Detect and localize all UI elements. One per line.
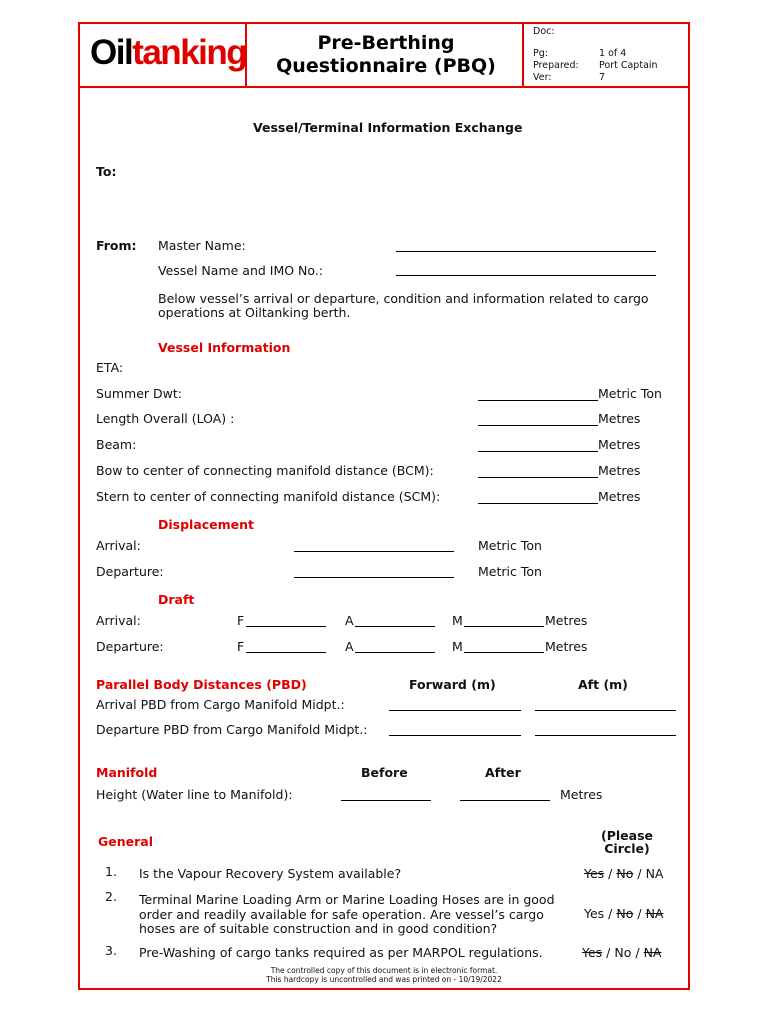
vessel-row-label: Beam:	[96, 437, 137, 452]
manifold-before-field[interactable]	[341, 800, 431, 801]
question-number: 2.	[105, 889, 117, 904]
prepared-value: Port Captain	[599, 60, 658, 71]
draft-departure-m-field[interactable]	[464, 652, 544, 653]
draft-a-label: A	[345, 613, 354, 628]
pbd-aft-header: Aft (m)	[578, 677, 628, 692]
displacement-title: Displacement	[158, 517, 255, 532]
vessel-row-unit: Metres	[598, 489, 641, 504]
draft-arrival-m-field[interactable]	[464, 626, 544, 627]
vessel-row-field[interactable]	[478, 400, 598, 401]
pbd-arrival-label: Arrival PBD from Cargo Manifold Midpt.:	[96, 697, 345, 712]
vessel-row-field[interactable]	[478, 477, 598, 478]
vessel-row-unit: Metric Ton	[598, 386, 662, 401]
manifold-unit: Metres	[560, 787, 603, 802]
answer-options	[584, 907, 663, 922]
answer-na[interactable]: NA	[645, 866, 664, 881]
intro-line-1: Below vessel’s arrival or departure, condition and information related to cargo	[158, 291, 649, 306]
footer-line-1: The controlled copy of this document is in electronic format.	[270, 966, 498, 975]
vessel-row-label: Bow to center of connecting manifold distance (BCM):	[96, 463, 434, 478]
pbd-arrival-aft-field[interactable]	[535, 710, 676, 711]
document-title: Pre-Berthing Questionnaire (PBQ)	[276, 32, 496, 77]
answer-yes[interactable]: Yes	[584, 906, 605, 921]
vessel-row-label: Length Overall (LOA) :	[96, 411, 235, 426]
pbd-departure-aft-field[interactable]	[535, 735, 676, 736]
master-name-label: Master Name:	[158, 238, 246, 253]
answer-slash: /	[635, 945, 640, 960]
pg-value: 1 of 4	[599, 48, 627, 59]
draft-departure-unit: Metres	[545, 639, 588, 654]
section-heading: Vessel/Terminal Information Exchange	[253, 120, 523, 135]
pbd-departure-label: Departure PBD from Cargo Manifold Midpt.:	[96, 722, 368, 737]
footer-line-2: This hardcopy is uncontrolled and was printed on - 10/19/2022	[266, 975, 502, 984]
vessel-row-unit: Metres	[598, 437, 641, 452]
eta-label: ETA:	[96, 360, 124, 375]
to-label: To:	[96, 164, 117, 179]
intro-line-2: operations at Oiltanking berth.	[158, 305, 351, 320]
answer-slash: /	[608, 866, 613, 881]
vessel-row-field[interactable]	[478, 425, 598, 426]
vessel-row-label: Stern to center of connecting manifold distance (SCM):	[96, 489, 441, 504]
manifold-height-label: Height (Water line to Manifold):	[96, 787, 293, 802]
draft-m-label: M	[452, 613, 463, 628]
draft-departure-label: Departure:	[96, 639, 164, 654]
manifold-after-header: After	[485, 765, 521, 780]
displacement-arrival-field[interactable]	[294, 551, 454, 552]
displacement-departure-field[interactable]	[294, 577, 454, 578]
answer-no[interactable]: No	[616, 866, 634, 881]
draft-f-label: F	[237, 639, 245, 654]
answer-na[interactable]: NA	[645, 906, 664, 921]
manifold-after-field[interactable]	[460, 800, 550, 801]
displacement-arrival-unit: Metric Ton	[478, 538, 542, 553]
answer-slash: /	[608, 906, 613, 921]
draft-a-label: A	[345, 639, 354, 654]
answer-yes[interactable]: Yes	[584, 866, 605, 881]
oiltanking-logo: Oiltanking	[90, 33, 247, 72]
manifold-title: Manifold	[96, 765, 158, 780]
vessel-info-title: Vessel Information	[158, 340, 291, 355]
displacement-departure-unit: Metric Ton	[478, 564, 542, 579]
vessel-row-field[interactable]	[478, 503, 598, 504]
header-divider	[78, 86, 690, 88]
question-text: Is the Vapour Recovery System available?	[139, 866, 402, 881]
question-number: 3.	[105, 943, 117, 958]
pbd-arrival-forward-field[interactable]	[389, 710, 521, 711]
answer-slash: /	[606, 945, 611, 960]
pbd-title: Parallel Body Distances (PBD)	[96, 677, 307, 692]
draft-m-label: M	[452, 639, 463, 654]
please-circle-line2: Circle)	[604, 841, 650, 856]
draft-title: Draft	[158, 592, 195, 607]
question-text: Terminal Marine Loading Arm or Marine Loading Hoses are in good order and readily available for safe operation. Are vessel’s cargo hoses are of suitable construction and in good condition?	[139, 892, 555, 936]
vessel-row-unit: Metres	[598, 463, 641, 478]
draft-f-label: F	[237, 613, 245, 628]
general-title: General	[98, 834, 153, 849]
ver-label: Ver:	[533, 72, 552, 83]
from-label: From:	[96, 238, 137, 253]
draft-departure-f-field[interactable]	[246, 652, 326, 653]
vessel-row-field[interactable]	[478, 451, 598, 452]
ver-value: 7	[599, 72, 606, 83]
vessel-imo-field[interactable]	[396, 275, 656, 276]
answer-slash: /	[637, 906, 642, 921]
please-circle-line1: (Please	[601, 828, 653, 843]
displacement-arrival-label: Arrival:	[96, 538, 141, 553]
question-number: 1.	[105, 864, 117, 879]
draft-arrival-unit: Metres	[545, 613, 588, 628]
answer-yes[interactable]: Yes	[582, 945, 603, 960]
pbd-departure-forward-field[interactable]	[389, 735, 521, 736]
answer-no[interactable]: No	[616, 906, 634, 921]
answer-options	[584, 867, 663, 882]
manifold-before-header: Before	[361, 765, 408, 780]
draft-arrival-f-field[interactable]	[246, 626, 326, 627]
answer-no[interactable]: No	[614, 945, 632, 960]
doc-label: Doc:	[533, 26, 555, 37]
displacement-departure-label: Departure:	[96, 564, 164, 579]
vessel-row-label: Summer Dwt:	[96, 386, 182, 401]
draft-arrival-label: Arrival:	[96, 613, 141, 628]
draft-departure-a-field[interactable]	[355, 652, 435, 653]
question-text: Pre-Washing of cargo tanks required as per MARPOL regulations.	[139, 945, 543, 960]
prepared-label: Prepared:	[533, 60, 579, 71]
answer-options	[582, 946, 661, 961]
pg-label: Pg:	[533, 48, 548, 59]
vessel-row-unit: Metres	[598, 411, 641, 426]
vessel-imo-label: Vessel Name and IMO No.:	[158, 263, 324, 278]
answer-na[interactable]: NA	[643, 945, 662, 960]
master-name-field[interactable]	[396, 251, 656, 252]
pbd-forward-header: Forward (m)	[409, 677, 496, 692]
answer-slash: /	[637, 866, 642, 881]
draft-arrival-a-field[interactable]	[355, 626, 435, 627]
